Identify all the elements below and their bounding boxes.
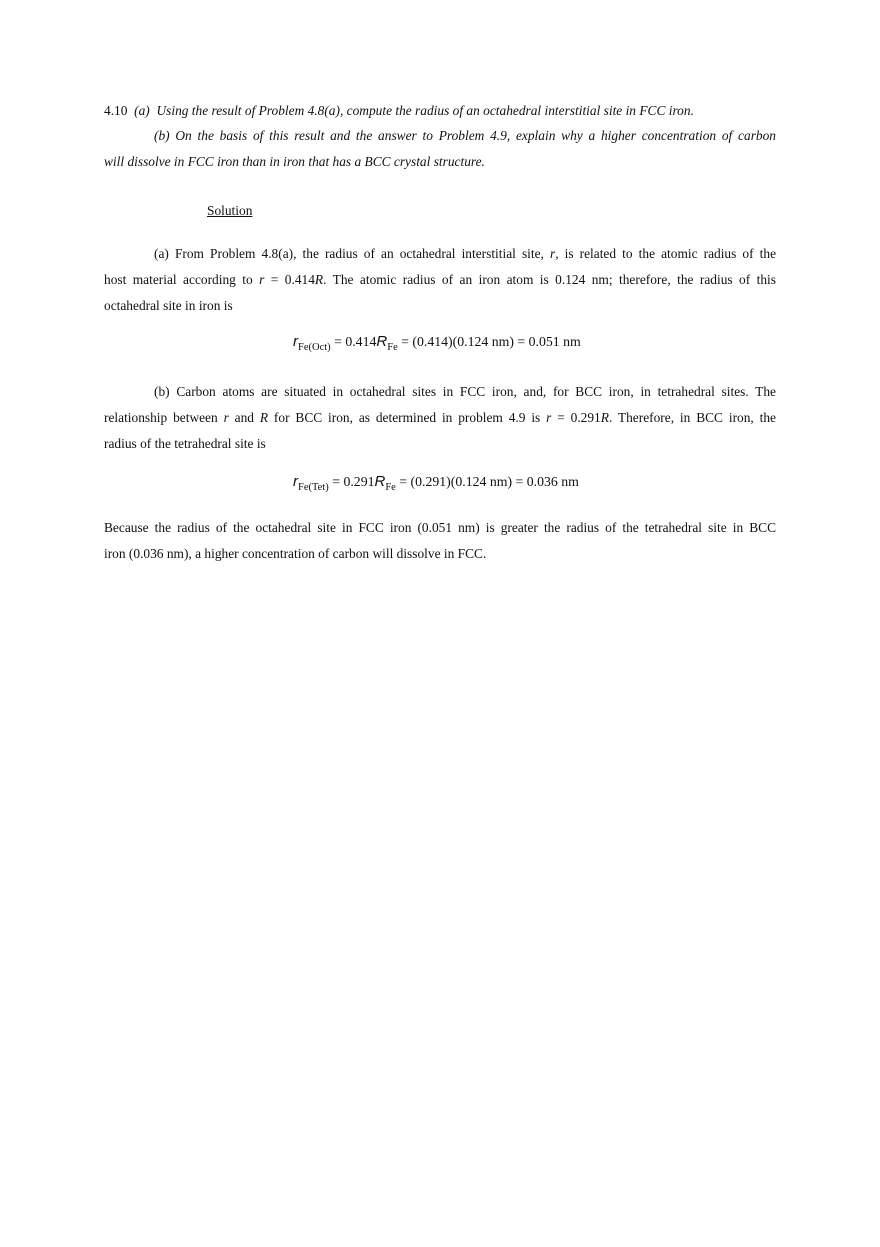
solution-b-line-2-coef: = 0.291 — [551, 410, 601, 425]
solution-b-line-2-middle: for BCC iron, as determined in problem 4.9 is — [268, 410, 547, 425]
eq2-rhs-subscript: Fe — [385, 482, 396, 493]
conclusion-line-2: iron (0.036 nm), a higher concentration of carbon will dissolve in FCC. — [104, 546, 487, 561]
solution-b-line-2 — [104, 410, 776, 426]
part-a-label: (a) — [134, 103, 150, 118]
problem-number: 4.10 — [104, 103, 128, 118]
variable-R: R — [600, 410, 609, 425]
solution-heading: Solution — [207, 203, 253, 218]
solution-a-line-2-coef: = 0.414 — [264, 272, 315, 287]
variable-R: R — [314, 272, 324, 287]
conclusion-line-1: Because the radius of the octahedral site in FCC iron (0.051 nm) is greater the radius of the tetrahedral site in BCC — [104, 520, 776, 535]
solution-b-line-2-tail: . Therefore, in BCC iron, the — [608, 410, 776, 425]
solution-a-line-2-text: host material according to — [104, 272, 260, 287]
part-b-line-2: will dissolve in FCC iron than in iron that has a BCC crystal structure. — [104, 154, 485, 169]
part-b-line-1: (b) On the basis of this result and the answer to Problem 4.9, explain why a higher concentration of carbon — [154, 128, 776, 143]
solution-b-line-1: (b) Carbon atoms are situated in octahedral sites in FCC iron, and, for BCC iron, in tetrahedral sites. The — [154, 384, 776, 399]
solution-a-line-1 — [154, 246, 776, 262]
solution-b-line-2-text: relationship between — [104, 410, 224, 425]
variable-r: r — [549, 246, 556, 261]
eq2-rhs-variable: R — [374, 473, 386, 490]
variable-r: r — [259, 272, 265, 287]
solution-a-line-1-tail: , is related to the atomic radius of the — [555, 246, 777, 261]
eq1-rhs-subscript: Fe — [387, 342, 398, 353]
problem-statement-line-1 — [104, 103, 694, 119]
variable-r: r — [223, 410, 229, 425]
eq2-lhs-subscript: Fe(Tet) — [298, 482, 329, 493]
solution-b-line-3: radius of the tetrahedral site is — [104, 436, 266, 451]
eq1-result: = (0.414)(0.124 nm) = 0.051 nm — [397, 334, 581, 349]
solution-a-line-2 — [104, 272, 776, 288]
equation-octahedral-radius — [293, 333, 581, 351]
eq1-lhs-subscript: Fe(Oct) — [298, 342, 331, 353]
eq1-rhs-variable: R — [376, 333, 388, 350]
solution-a-line-3: octahedral site in iron is — [104, 298, 233, 313]
variable-R: R — [259, 410, 269, 425]
part-a-text: Using the result of Problem 4.8(a), compute the radius of an octahedral interstitial site in FCC iron. — [156, 103, 694, 118]
eq1-lhs-variable: r — [293, 333, 298, 350]
solution-b-line-2-and: and — [228, 410, 260, 425]
eq2-result: = (0.291)(0.124 nm) = 0.036 nm — [395, 474, 579, 489]
variable-r: r — [546, 410, 552, 425]
equation-tetrahedral-radius — [293, 473, 579, 491]
solution-a-line-1-text: (a) From Problem 4.8(a), the radius of an octahedral interstitial site, — [154, 246, 550, 261]
eq2-coefficient: = 0.291 — [328, 474, 375, 489]
solution-a-line-2-tail: . The atomic radius of an iron atom is 0.124 nm; therefore, the radius of this — [323, 272, 776, 287]
eq1-coefficient: = 0.414 — [330, 334, 377, 349]
eq2-lhs-variable: r — [293, 473, 298, 490]
